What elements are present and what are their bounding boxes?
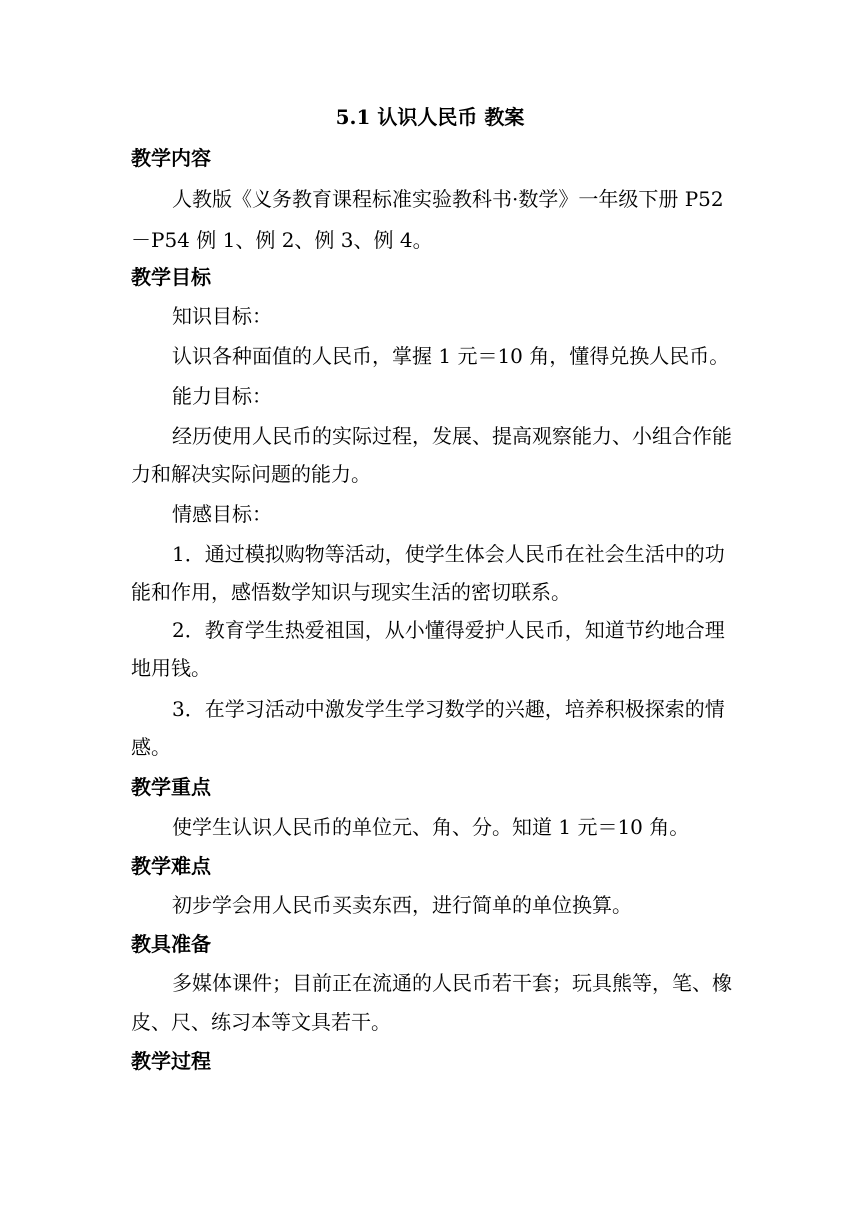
emotion-goal-item-1-line-2: 能和作用，感悟数学知识与现实生活的密切联系。 [131,580,571,604]
emotion-goal-item-3-line-1: 3．在学习活动中激发学生学习数学的兴趣，培养积极探索的情 [172,697,725,721]
emotion-goal-item-1-line-1: 1．通过模拟购物等活动，使学生体会人民币在社会生活中的功 [172,542,725,566]
heading-key-points: 教学重点 [131,775,211,799]
ability-goal-line-1: 经历使用人民币的实际过程，发展、提高观察能力、小组合作能 [172,424,732,448]
emotion-goal-label: 情感目标： [172,502,272,526]
heading-difficulties: 教学难点 [131,854,211,878]
heading-teaching-goals: 教学目标 [131,265,211,289]
materials-line-2: 皮、尺、练习本等文具若干。 [131,1010,391,1034]
materials-line-1: 多媒体课件；目前正在流通的人民币若干套；玩具熊等，笔、橡 [172,971,732,995]
emotion-goal-item-2-line-1: 2．教育学生热爱祖国，从小懂得爱护人民币，知道节约地合理 [172,618,725,642]
key-points-text: 使学生认识人民币的单位元、角、分。知道 1 元＝10 角。 [172,815,690,839]
knowledge-goal-text: 认识各种面值的人民币，掌握 1 元＝10 角，懂得兑换人民币。 [172,344,730,368]
ability-goal-line-2: 力和解决实际问题的能力。 [131,462,371,486]
content-line-1: 人教版《义务教育课程标准实验教科书·数学》一年级下册 P52 [172,187,724,211]
document-title: 5.1 认识人民币 教案 [335,105,525,129]
heading-teaching-content: 教学内容 [131,146,211,170]
heading-materials: 教具准备 [131,932,211,956]
emotion-goal-item-2-line-2: 地用钱。 [131,656,211,680]
heading-teaching-process: 教学过程 [131,1049,211,1073]
emotion-goal-item-3-line-2: 感。 [131,735,171,759]
knowledge-goal-label: 知识目标： [172,304,272,328]
ability-goal-label: 能力目标： [172,384,272,408]
content-line-2: －P54 例 1、例 2、例 3、例 4。 [131,228,433,252]
difficulties-text: 初步学会用人民币买卖东西，进行简单的单位换算。 [172,893,632,917]
